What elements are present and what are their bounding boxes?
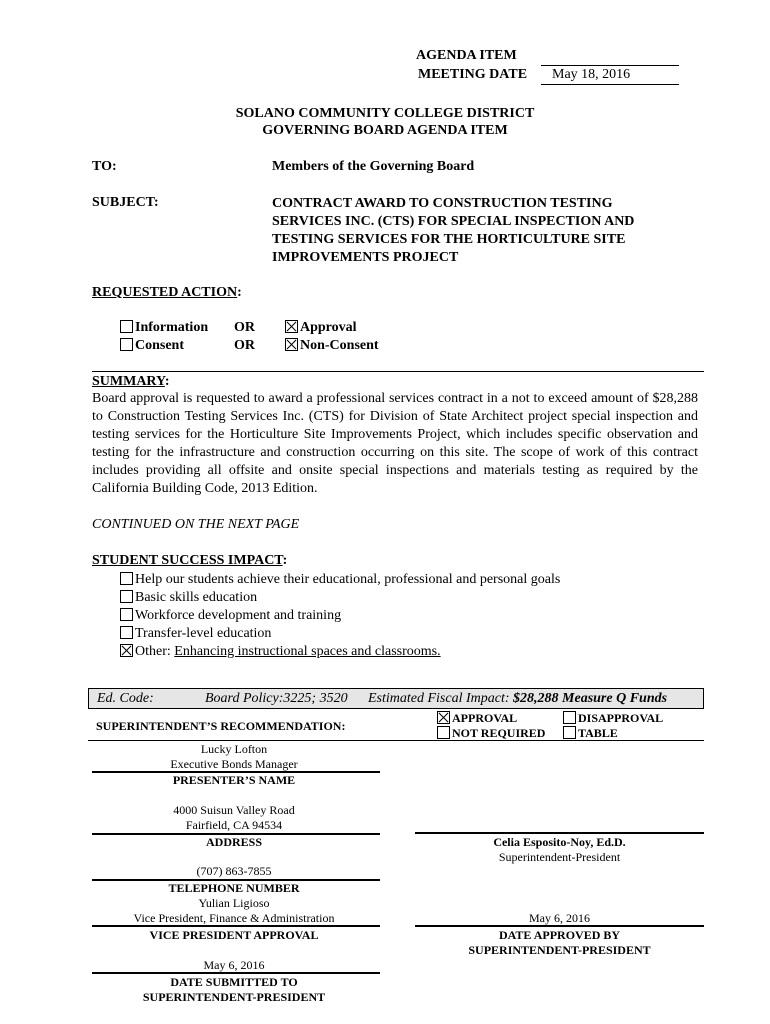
ssi-item-basic-skills[interactable] bbox=[120, 589, 257, 607]
address-line2: Fairfield, CA 94534 bbox=[185, 818, 283, 832]
address-label: ADDRESS bbox=[205, 835, 262, 849]
ed-code: Ed. Code: bbox=[97, 691, 154, 706]
subject-line: SERVICES INC. (CTS) FOR SPECIAL INSPECTION AND bbox=[272, 214, 635, 229]
agenda-item-label: AGENDA ITEM bbox=[416, 48, 517, 63]
information-label: Information bbox=[135, 320, 209, 335]
meeting-date-label: MEETING DATE bbox=[418, 67, 528, 82]
ssi-item-label: Basic skills education bbox=[135, 590, 258, 605]
board-agenda-title: GOVERNING BOARD AGENDA ITEM bbox=[262, 123, 508, 138]
divider bbox=[92, 371, 704, 372]
ssi-item-goals[interactable] bbox=[120, 571, 560, 589]
rec-approval-checkbox[interactable] bbox=[437, 711, 450, 724]
rec-table[interactable] bbox=[563, 726, 618, 741]
superintendent-title: Superintendent-President bbox=[498, 850, 621, 864]
summary-text: Board approval is requested to award a professional services contract in a not to exceed amount of $28,288 to Construction Testing Services Inc. (CTS) for Division of State Architect project special inspection and testing services for the Horticulture Site Improvements Project, which includes specific observation and testing for the infrastructure and construction occurring on this site. The scope of work of this contract includes providing all offsite and onsite special inspections and materials testing as required by the California Building Code, 2013 Edition. bbox=[92, 391, 698, 496]
information-checkbox[interactable] bbox=[120, 320, 133, 333]
rec-table-label: TABLE bbox=[578, 726, 618, 740]
meeting-date-value: May 18, 2016 bbox=[552, 67, 631, 82]
ssi-other-checkbox[interactable] bbox=[120, 644, 133, 657]
continued-note: CONTINUED ON THE NEXT PAGE bbox=[92, 517, 300, 532]
telephone-label: TELEPHONE NUMBER bbox=[168, 881, 300, 895]
fiscal-impact-value: $28,288 Measure Q Funds bbox=[513, 691, 668, 706]
date-approved-value: May 6, 2016 bbox=[529, 911, 590, 925]
ssi-item-label: Help our students achieve their educational, professional and personal goals bbox=[135, 572, 561, 587]
vp-label: VICE PRESIDENT APPROVAL bbox=[149, 928, 319, 942]
rec-not-required-label: NOT REQUIRED bbox=[452, 726, 546, 740]
date-submitted-label-2: SUPERINTENDENT-PRESIDENT bbox=[142, 990, 326, 1004]
date-submitted-label-1: DATE SUBMITTED TO bbox=[170, 975, 298, 989]
date-approved-label-1: DATE APPROVED BY bbox=[498, 928, 621, 942]
meeting-date-line bbox=[541, 84, 679, 85]
requested-action-colon: : bbox=[237, 285, 242, 300]
telephone-value: (707) 863-7855 bbox=[196, 864, 272, 878]
to-value: Members of the Governing Board bbox=[272, 159, 475, 174]
option-approval[interactable] bbox=[285, 320, 357, 336]
subject-line: IMPROVEMENTS PROJECT bbox=[272, 250, 459, 265]
student-success-heading bbox=[92, 553, 287, 569]
ssi-checkbox[interactable] bbox=[120, 572, 133, 585]
rec-approval[interactable] bbox=[437, 711, 517, 726]
rec-table-checkbox[interactable] bbox=[563, 726, 576, 739]
recommendation-label: SUPERINTENDENT’S RECOMMENDATION: bbox=[96, 719, 346, 733]
rec-disapproval-label: DISAPPROVAL bbox=[578, 711, 664, 725]
ssi-item-transfer[interactable] bbox=[120, 625, 271, 643]
presenter-title: Executive Bonds Manager bbox=[170, 757, 298, 771]
ssi-item-label: Workforce development and training bbox=[135, 608, 342, 623]
requested-action-heading bbox=[92, 285, 242, 301]
ssi-checkbox[interactable] bbox=[120, 608, 133, 621]
superintendent-signature-line bbox=[415, 832, 704, 834]
presenter-label: PRESENTER’S NAME bbox=[172, 773, 296, 787]
rec-disapproval[interactable] bbox=[563, 711, 663, 726]
subject-line: TESTING SERVICES FOR THE HORTICULTURE SITE bbox=[272, 232, 626, 247]
fiscal-impact bbox=[368, 691, 667, 707]
date-approved-line bbox=[415, 925, 704, 927]
vp-title: Vice President, Finance & Administration bbox=[133, 911, 335, 925]
summary-heading bbox=[92, 374, 170, 390]
recommendation-bottom bbox=[88, 740, 704, 741]
to-label: TO: bbox=[92, 159, 117, 174]
address-line1: 4000 Suisun Valley Road bbox=[173, 803, 295, 817]
ssi-other-prefix: Other: bbox=[135, 644, 175, 659]
rec-disapproval-checkbox[interactable] bbox=[563, 711, 576, 724]
non-consent-label: Non-Consent bbox=[300, 338, 379, 353]
option-consent[interactable] bbox=[120, 338, 184, 354]
ssi-checkbox[interactable] bbox=[120, 590, 133, 603]
approval-checkbox[interactable] bbox=[285, 320, 298, 333]
subject-label: SUBJECT: bbox=[92, 195, 159, 210]
superintendent-name: Celia Esposito-Noy, Ed.D. bbox=[493, 835, 626, 849]
vp-line bbox=[92, 925, 380, 927]
rec-approval-label: APPROVAL bbox=[452, 711, 518, 725]
non-consent-checkbox[interactable] bbox=[285, 338, 298, 351]
date-submitted-value: May 6, 2016 bbox=[203, 958, 265, 972]
option-non-consent[interactable] bbox=[285, 338, 379, 354]
summary-colon: : bbox=[164, 374, 170, 389]
student-success-colon: : bbox=[282, 553, 288, 568]
date-submitted-line bbox=[92, 972, 380, 974]
ssi-item-other[interactable] bbox=[120, 643, 441, 661]
date-approved-label-2: SUPERINTENDENT-PRESIDENT bbox=[468, 943, 651, 957]
or-label: OR bbox=[234, 338, 255, 353]
subject-line: CONTRACT AWARD TO CONSTRUCTION TESTING bbox=[272, 196, 613, 211]
agenda-item-line bbox=[541, 65, 679, 66]
summary-label: SUMMARY bbox=[92, 374, 165, 389]
district-title: SOLANO COMMUNITY COLLEGE DISTRICT bbox=[235, 106, 535, 121]
presenter-name: Lucky Lofton bbox=[200, 742, 268, 756]
requested-action-label: REQUESTED ACTION bbox=[92, 285, 238, 300]
option-information[interactable] bbox=[120, 320, 208, 336]
approval-label: Approval bbox=[300, 320, 357, 335]
ssi-other-text: Enhancing instructional spaces and classrooms. bbox=[174, 644, 441, 659]
consent-label: Consent bbox=[135, 338, 185, 353]
or-label: OR bbox=[234, 320, 255, 335]
rec-not-required[interactable] bbox=[437, 726, 545, 741]
subject-text bbox=[272, 195, 634, 267]
ssi-checkbox[interactable] bbox=[120, 626, 133, 639]
vp-name: Yulian Ligioso bbox=[198, 896, 270, 910]
board-policy: Board Policy:3225; 3520 bbox=[205, 691, 348, 706]
fiscal-impact-label: Estimated Fiscal Impact: bbox=[368, 691, 510, 706]
ssi-item-label: Transfer-level education bbox=[135, 626, 272, 641]
rec-not-required-checkbox[interactable] bbox=[437, 726, 450, 739]
student-success-label: STUDENT SUCCESS IMPACT bbox=[92, 553, 283, 568]
codes-bar-bottom bbox=[88, 708, 704, 709]
ssi-item-workforce[interactable] bbox=[120, 607, 341, 625]
consent-checkbox[interactable] bbox=[120, 338, 133, 351]
